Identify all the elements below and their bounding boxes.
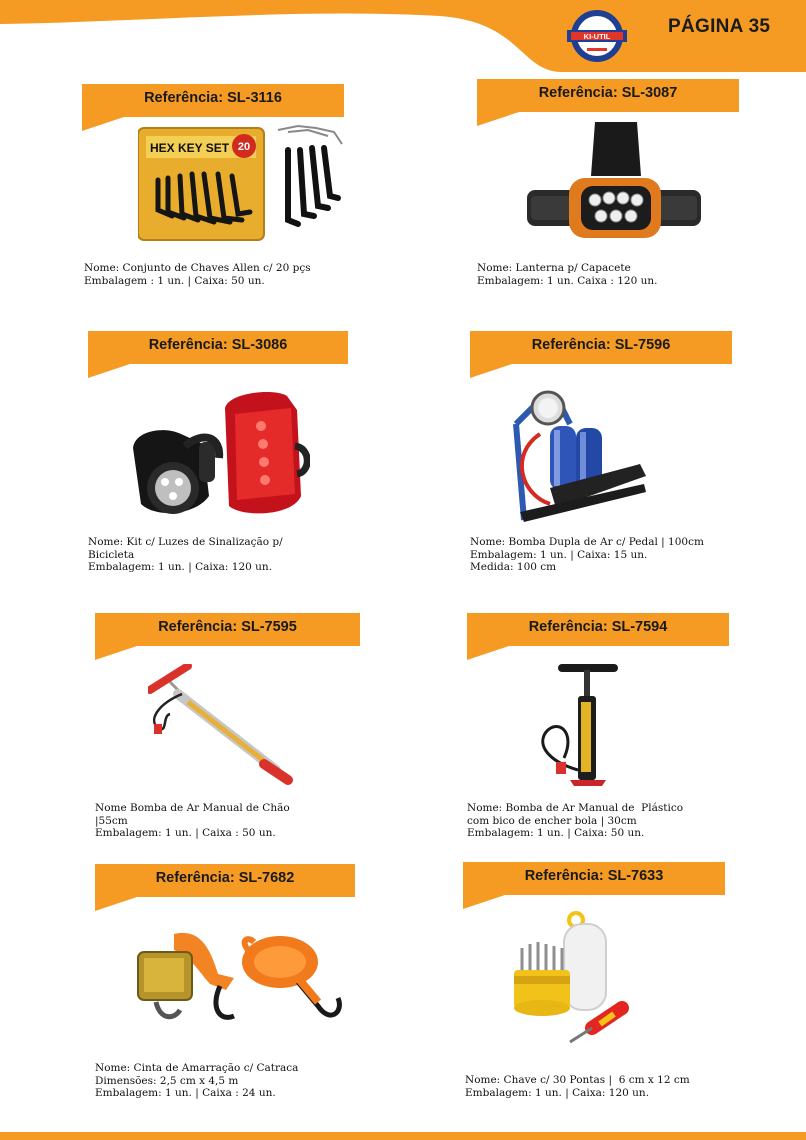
product-packaging: Embalagem: 1 un. Caixa : 120 un. xyxy=(477,274,658,287)
ratchet-strap-image xyxy=(130,928,344,1024)
hex-key-set-image xyxy=(138,120,344,244)
logo-text: KI-UTIL xyxy=(583,32,611,41)
product-name: Nome: Conjunto de Chaves Allen c/ 20 pçs xyxy=(84,262,311,274)
product-name-continued: Bicicleta xyxy=(88,548,135,561)
product-packaging: Embalagem: 1 un. | Caixa: 15 un. xyxy=(470,548,648,561)
product-packaging: Embalagem: 1 un. | Caixa : 24 un. xyxy=(95,1087,276,1099)
foot-pump-image xyxy=(510,384,650,526)
reference-label: Referência: SL-3086 xyxy=(148,337,288,353)
product-packaging: Embalagem: 1 un. | Caixa : 50 un. xyxy=(95,827,276,839)
product-name-continued: |55cm xyxy=(95,814,128,827)
plastic-pump-image xyxy=(540,662,624,790)
product-description xyxy=(470,536,704,574)
reference-label: Referência: SL-7682 xyxy=(155,870,295,886)
product-description xyxy=(95,802,290,840)
product-packaging: Embalagem : 1 un. | Caixa: 50 un. xyxy=(84,274,265,287)
product-packaging: Embalagem: 1 un. | Caixa: 120 un. xyxy=(465,1086,650,1099)
reference-banner xyxy=(463,862,725,895)
product-measure: Medida: 100 cm xyxy=(470,561,557,573)
svg-text:HEX KEY SET: HEX KEY SET xyxy=(150,141,230,155)
page-number: PÁGINA 35 xyxy=(668,16,771,37)
product-description xyxy=(477,262,658,287)
svg-text:20: 20 xyxy=(237,141,251,153)
bike-lights-image xyxy=(125,386,310,526)
product-description xyxy=(467,802,683,840)
reference-label: Referência: SL-7595 xyxy=(158,619,297,635)
reference-label: Referência: SL-7633 xyxy=(524,868,664,884)
screwdriver-set-image xyxy=(510,910,636,1050)
product-packaging: Embalagem: 1 un. | Caixa: 50 un. xyxy=(467,827,645,839)
product-dimensions: Dimensões: 2,5 cm x 4,5 m xyxy=(95,1074,239,1087)
reference-banner xyxy=(95,613,360,646)
reference-banner xyxy=(95,864,355,897)
headlamp-image xyxy=(525,120,703,248)
reference-label: Referência: SL-3087 xyxy=(538,85,678,101)
reference-label: Referência: SL-7596 xyxy=(531,337,671,353)
reference-label: Referência: SL-7594 xyxy=(528,619,668,635)
reference-banner xyxy=(470,331,732,364)
reference-banner xyxy=(467,613,729,646)
product-packaging: Embalagem: 1 un. | Caixa: 120 un. xyxy=(88,561,273,573)
reference-banner xyxy=(82,84,344,117)
product-description xyxy=(465,1074,690,1099)
floor-pump-image xyxy=(148,664,296,788)
product-description xyxy=(95,1062,298,1100)
product-name: Nome: Kit c/ Luzes de Sinalização p/ xyxy=(88,536,283,548)
product-name: Nome: Bomba de Ar Manual de Plástico xyxy=(467,802,684,814)
product-name: Nome Bomba de Ar Manual de Chão xyxy=(95,802,290,814)
product-description xyxy=(84,262,311,287)
product-name: Nome: Bomba Dupla de Ar c/ Pedal | 100cm xyxy=(470,536,704,548)
product-name: Nome: Lanterna p/ Capacete xyxy=(477,262,631,274)
product-name: Nome: Cinta de Amarração c/ Catraca xyxy=(95,1062,299,1074)
reference-banner xyxy=(477,79,739,112)
product-name: Nome: Chave c/ 30 Pontas | 6 cm x 12 cm xyxy=(465,1074,690,1086)
ki-util-logo xyxy=(565,8,629,64)
reference-label: Referência: SL-3116 xyxy=(144,90,282,106)
product-description xyxy=(88,536,283,574)
product-name-continued: com bico de encher bola | 30cm xyxy=(467,814,637,827)
footer-bar xyxy=(0,1132,806,1140)
reference-banner xyxy=(88,331,348,364)
